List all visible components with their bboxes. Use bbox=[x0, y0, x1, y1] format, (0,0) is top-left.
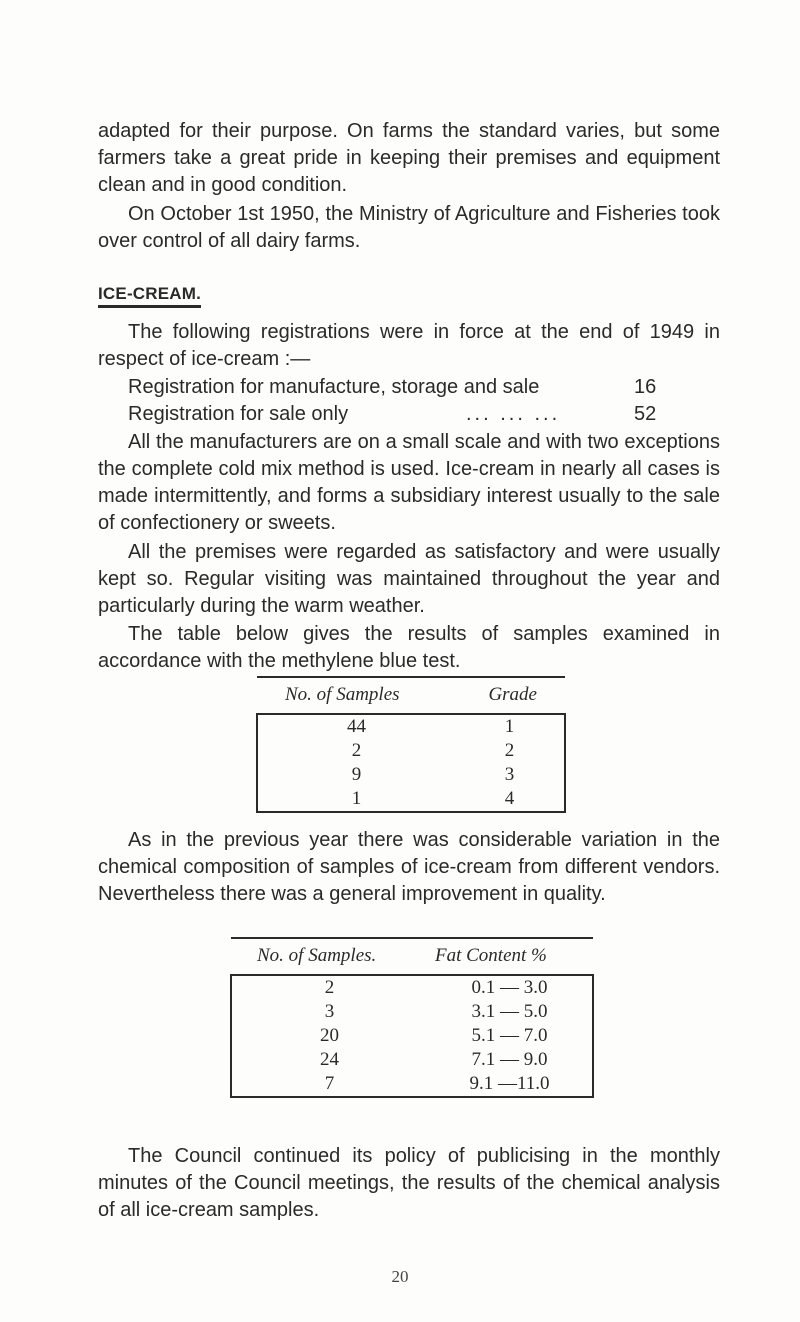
cell-fat-range: 7.1 — 9.0 bbox=[427, 1048, 593, 1072]
cell-samples: 2 bbox=[257, 739, 455, 763]
grade-table bbox=[256, 676, 566, 813]
cell-samples: 1 bbox=[257, 787, 455, 812]
registration-label: Registration for sale only bbox=[128, 403, 349, 425]
cell-grade: 2 bbox=[455, 739, 565, 763]
section-heading-ice-cream: ICE-CREAM. bbox=[98, 284, 201, 308]
table-row bbox=[231, 975, 593, 1000]
table-row bbox=[257, 763, 565, 787]
cell-fat-range: 0.1 — 3.0 bbox=[427, 975, 593, 1000]
cell-grade: 3 bbox=[455, 763, 565, 787]
fat-content-table bbox=[230, 937, 594, 1098]
cell-grade: 4 bbox=[455, 787, 565, 812]
table-row bbox=[257, 739, 565, 763]
column-header-grade: Grade bbox=[455, 677, 565, 714]
column-header-fat-content: Fat Content % bbox=[427, 938, 593, 975]
registration-count: 52 bbox=[634, 403, 657, 425]
table-row bbox=[231, 1000, 593, 1024]
cell-samples: 20 bbox=[231, 1024, 427, 1048]
column-header-samples: No. of Samples. bbox=[231, 938, 427, 975]
paragraph-table-intro: The table below gives the results of samples examined in accordance with the methylene blue test. bbox=[98, 623, 720, 672]
table-row bbox=[231, 1048, 593, 1072]
cell-samples: 7 bbox=[231, 1072, 427, 1097]
registration-label: Registration for manufacture, storage and sale bbox=[128, 376, 540, 398]
cell-grade: 1 bbox=[455, 714, 565, 739]
cell-fat-range: 3.1 — 5.0 bbox=[427, 1000, 593, 1024]
cell-samples: 2 bbox=[231, 975, 427, 1000]
table-header-row bbox=[231, 938, 593, 975]
cell-fat-range: 5.1 — 7.0 bbox=[427, 1024, 593, 1048]
table-row bbox=[231, 1072, 593, 1097]
paragraph-registrations-intro: The following registrations were in force at the end of 1949 in respect of ice-cream :— bbox=[98, 321, 720, 370]
table-row bbox=[257, 714, 565, 739]
table-header-row bbox=[257, 677, 565, 714]
paragraph-manufacturers: All the manufacturers are on a small scale and with two exceptions the complete cold mix method is used. Ice-cream in nearly all cases is made intermittently, and forms a subsidiary interest usually to the sale of confectionery or sweets. bbox=[98, 431, 720, 534]
registration-count: 16 bbox=[634, 376, 657, 398]
paragraph-ministry-control: On October 1st 1950, the Ministry of Agriculture and Fisheries took over control of all dairy farms. bbox=[98, 203, 720, 252]
cell-samples: 44 bbox=[257, 714, 455, 739]
paragraph-premises: All the premises were regarded as satisfactory and were usually kept so. Regular visiting was maintained throughout the year and particularly during the warm weather. bbox=[98, 541, 720, 617]
cell-fat-range: 9.1 —11.0 bbox=[427, 1072, 593, 1097]
registration-leader-dots: ... ... ... bbox=[466, 403, 561, 425]
column-header-samples: No. of Samples bbox=[257, 677, 455, 714]
page-number: 20 bbox=[391, 1267, 409, 1286]
table-row bbox=[257, 787, 565, 812]
table-row bbox=[231, 1024, 593, 1048]
paragraph-farm-standards: adapted for their purpose. On farms the standard varies, but some farmers take a great pride in keeping their premises and equipment clean and in good condition. bbox=[98, 120, 720, 196]
paragraph-council-policy: The Council continued its policy of publicising in the monthly minutes of the Council meetings, the results of the chemical analysis of all ice-cream samples. bbox=[98, 1145, 720, 1221]
cell-samples: 9 bbox=[257, 763, 455, 787]
paragraph-chemical-composition: As in the previous year there was considerable variation in the chemical composition of samples of ice-cream from different vendors. Nevertheless there was a general improvement in quality. bbox=[98, 829, 720, 905]
cell-samples: 3 bbox=[231, 1000, 427, 1024]
cell-samples: 24 bbox=[231, 1048, 427, 1072]
